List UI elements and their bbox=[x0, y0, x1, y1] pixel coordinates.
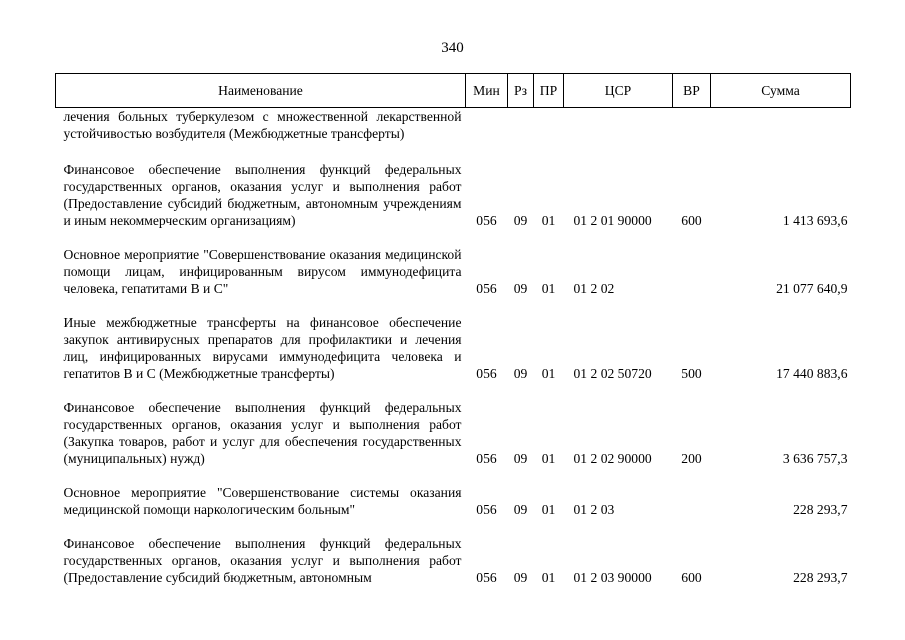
row-pr bbox=[534, 108, 564, 162]
table-row bbox=[56, 161, 851, 229]
header-csr: ЦСР bbox=[564, 74, 673, 108]
row-pr: 01 bbox=[541, 213, 556, 228]
table-row bbox=[56, 297, 851, 382]
row-csr: 01 2 03 90000 bbox=[573, 570, 652, 585]
row-sum bbox=[711, 108, 851, 162]
row-rz: 09 bbox=[513, 281, 528, 296]
row-vr: 600 bbox=[681, 213, 702, 228]
table-row bbox=[56, 518, 851, 586]
row-name: Основное мероприятие "Совершенствование системы оказания медицинской помощи наркологическим больным" bbox=[63, 485, 462, 517]
row-min: 056 bbox=[476, 213, 497, 228]
header-min: Мин bbox=[466, 74, 508, 108]
row-min bbox=[466, 108, 508, 162]
budget-table bbox=[55, 73, 851, 586]
row-vr: 600 bbox=[681, 570, 702, 585]
row-sum: 21 077 640,9 bbox=[776, 281, 848, 296]
row-name: Финансовое обеспечение выполнения функций федеральных государственных органов, оказания услуг и выполнения работ (Предоставление субсидий бюджетным, автономным bbox=[63, 536, 462, 585]
row-name: Иные межбюджетные трансферты на финансовое обеспечение закупок антивирусных препаратов для профилактики и лечения лиц, инфицированных вирусами иммунодефицита человека и гепатитов В и С (Межбюджетные трансферты) bbox=[63, 315, 462, 381]
row-rz: 09 bbox=[513, 213, 528, 228]
row-rz: 09 bbox=[513, 502, 528, 517]
row-name: Основное мероприятие "Совершенствование оказания медицинской помощи лицам, инфицированным вирусом иммунодефицита человека, гепатитами В и С" bbox=[63, 247, 462, 296]
row-rz: 09 bbox=[513, 570, 528, 585]
row-csr: 01 2 03 bbox=[573, 502, 615, 517]
header-name: Наименование bbox=[56, 74, 466, 108]
row-vr bbox=[673, 108, 711, 162]
row-pr: 01 bbox=[541, 451, 556, 466]
row-name: лечения больных туберкулезом с множественной лекарственной устойчивостью возбудителя (Межбюджетные трансферты) bbox=[63, 109, 462, 141]
table-row bbox=[56, 467, 851, 518]
row-min: 056 bbox=[476, 366, 497, 381]
row-csr: 01 2 01 90000 bbox=[573, 213, 652, 228]
row-min: 056 bbox=[476, 451, 497, 466]
page-number: 340 bbox=[441, 40, 464, 56]
row-pr: 01 bbox=[541, 502, 556, 517]
header-pr: ПР bbox=[534, 74, 564, 108]
row-sum: 1 413 693,6 bbox=[782, 213, 848, 228]
row-sum: 17 440 883,6 bbox=[776, 366, 848, 381]
row-pr: 01 bbox=[541, 570, 556, 585]
header-vr: ВР bbox=[673, 74, 711, 108]
row-rz: 09 bbox=[513, 366, 528, 381]
row-min: 056 bbox=[476, 281, 497, 296]
row-rz bbox=[508, 108, 534, 162]
table-header bbox=[56, 74, 851, 108]
table-row bbox=[56, 229, 851, 297]
row-min: 056 bbox=[476, 502, 497, 517]
row-vr: 500 bbox=[681, 366, 702, 381]
row-csr: 01 2 02 90000 bbox=[573, 451, 652, 466]
row-csr bbox=[564, 108, 673, 162]
table-body bbox=[56, 108, 851, 587]
row-csr: 01 2 02 bbox=[573, 281, 615, 296]
row-pr: 01 bbox=[541, 281, 556, 296]
row-sum: 228 293,7 bbox=[793, 502, 848, 517]
header-sum: Сумма bbox=[711, 74, 851, 108]
table-row bbox=[56, 108, 851, 162]
row-vr bbox=[673, 229, 711, 297]
header-rz: Рз bbox=[508, 74, 534, 108]
row-csr: 01 2 02 50720 bbox=[573, 366, 652, 381]
row-min: 056 bbox=[476, 570, 497, 585]
row-sum: 228 293,7 bbox=[793, 570, 848, 585]
row-vr bbox=[673, 467, 711, 518]
row-pr: 01 bbox=[541, 366, 556, 381]
row-name: Финансовое обеспечение выполнения функций федеральных государственных органов, оказания услуг и выполнения работ (Предоставление субсидий бюджетным, автономным учреждениям и иным некоммерческим организациям) bbox=[63, 162, 462, 228]
row-sum: 3 636 757,3 bbox=[782, 451, 848, 466]
row-rz: 09 bbox=[513, 451, 528, 466]
table-row bbox=[56, 382, 851, 467]
row-vr: 200 bbox=[681, 451, 702, 466]
row-name: Финансовое обеспечение выполнения функций федеральных государственных органов, оказания услуг и выполнения работ (Закупка товаров, работ и услуг для обеспечения государственных (муниципальных) нужд) bbox=[63, 400, 462, 466]
